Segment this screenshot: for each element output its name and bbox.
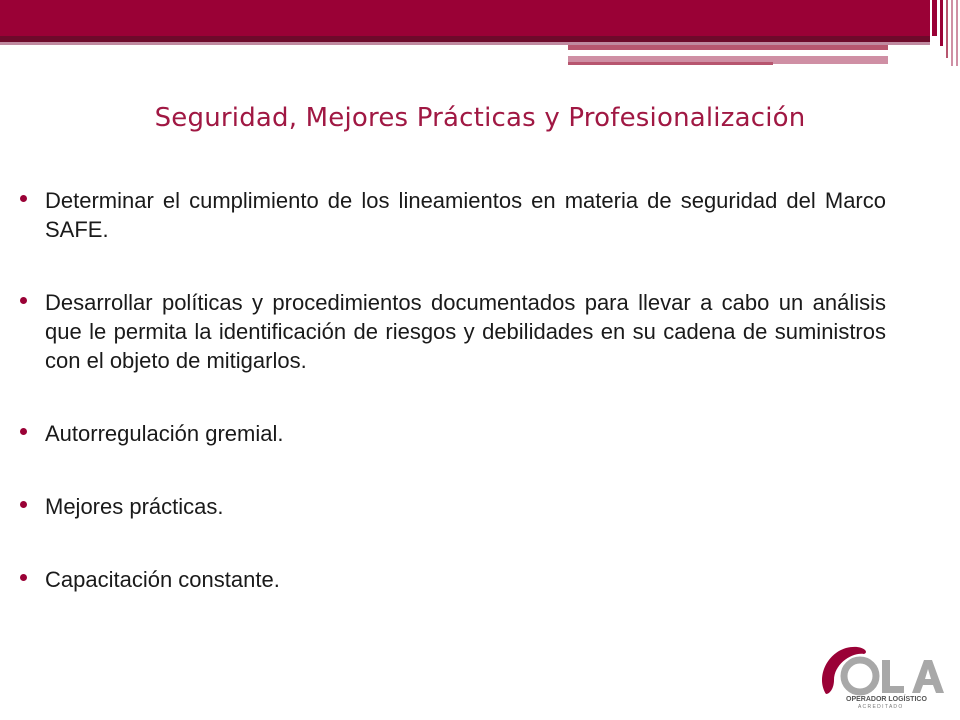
- header-band: [0, 0, 930, 36]
- bullet-item: [20, 288, 886, 375]
- bullet-item: [20, 186, 886, 244]
- bullet-item: [20, 419, 886, 448]
- header-accent-bar: [568, 45, 888, 50]
- bullet-dot-icon: [20, 297, 27, 304]
- ola-logo: [812, 644, 952, 710]
- header-accent-bar-3: [568, 62, 773, 65]
- logo-line2: A C R E D I T A D O: [858, 704, 903, 710]
- bullet-text: Capacitación constante.: [45, 567, 280, 592]
- bullet-dot-icon: [20, 195, 27, 202]
- bullet-list: [20, 186, 886, 594]
- logo-line1: OPERADOR LOGÍSTICO: [846, 696, 927, 703]
- bullet-text: Desarrollar políticas y procedimientos documentados para llevar a cabo un análisis que le permita la identificación de riesgos y debilidades en su cadena de suministros con el objeto de mitigarlos.: [45, 290, 886, 373]
- bullet-dot-icon: [20, 428, 27, 435]
- bullet-text: Determinar el cumplimiento de los lineamientos en materia de seguridad del Marco SAFE.: [45, 188, 886, 242]
- slide-title: Seguridad, Mejores Prácticas y Profesionalización: [154, 103, 806, 133]
- bullet-dot-icon: [20, 574, 27, 581]
- ola-logo-mark-icon: [812, 644, 952, 710]
- bullet-dot-icon: [20, 501, 27, 508]
- bullet-text: Mejores prácticas.: [45, 494, 224, 519]
- bullet-text: Autorregulación gremial.: [45, 421, 284, 446]
- bullet-item: [20, 492, 886, 521]
- bullet-item: [20, 565, 886, 594]
- header-corner-lines: [930, 0, 960, 66]
